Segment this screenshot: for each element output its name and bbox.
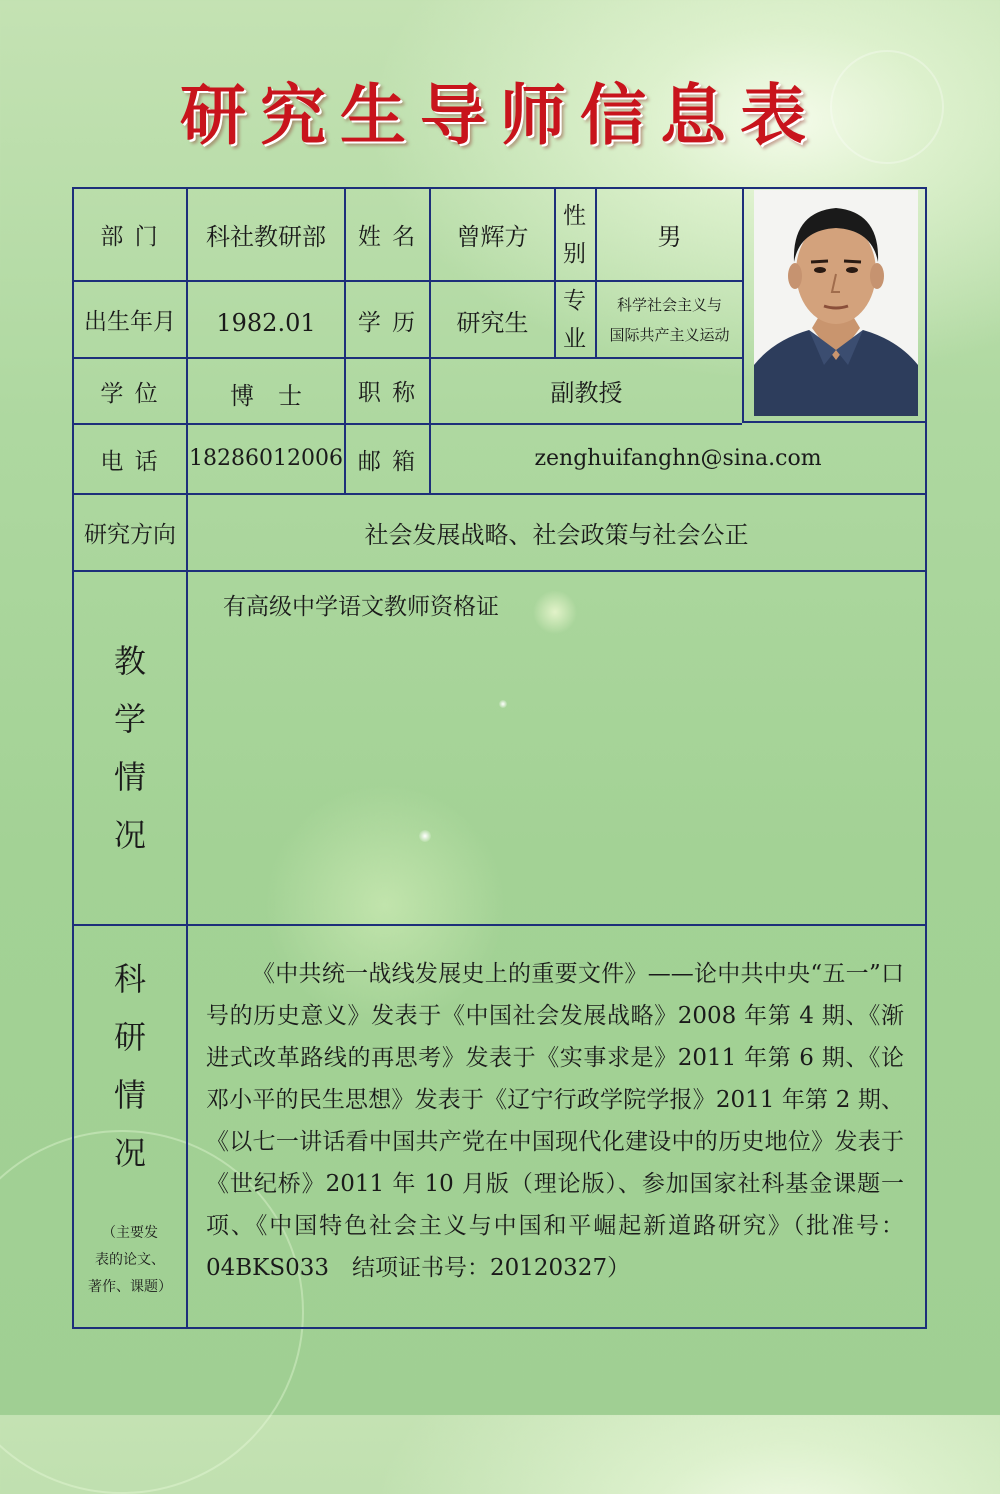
name-value: 曾辉方 (456, 223, 529, 251)
degree-value: 博 士 (230, 381, 302, 410)
major-label (556, 282, 595, 357)
department-label: 部 门 (100, 224, 160, 250)
phone-value: 18286012006 (189, 445, 343, 471)
birth-label: 出生年月 (84, 309, 176, 335)
major-value (597, 282, 742, 357)
page-title: 研究生导师信息表 (180, 77, 820, 154)
rank-label: 职 称 (357, 379, 418, 406)
major-label-char: 业 (563, 325, 588, 352)
phone-label: 电 话 (100, 448, 160, 475)
teaching-label-char: 教 (113, 642, 146, 680)
gender-value: 男 (657, 223, 682, 251)
sparkle-icon (419, 830, 431, 842)
research-work-note (74, 1220, 186, 1301)
education-value: 研究生 (456, 309, 529, 337)
major-label-char: 专 (563, 287, 588, 314)
portrait-photo (754, 190, 918, 416)
research-label-char: 研 (113, 1018, 146, 1056)
research-direction-value: 社会发展战略、社会政策与社会公正 (364, 521, 749, 549)
teaching-label-char: 情 (113, 758, 146, 796)
research-work-content: 《中共统一战线发展史上的重要文件》——论中共中央“五一”口号的历史意义》发表于《中国社会发展战略》2008 年第 4 期、《渐进式改革路线的再思考》发表于《实事求是》2011 年第 6 期、《论邓小平的民生思想》发表于《辽宁行政学院学报》2011 年第 2 期、《以七一讲话看中国共产党在中国现代化建设中的历史地位》发表于《世纪桥》2011 年 10 月版（理论版）、参加国家社科基金课题一项、《中国特色社会主义与中国和平崛起新道路研究》（批准号：04BKS033 结项证书号：20120327） (206, 961, 904, 1281)
teaching-label (74, 572, 186, 924)
rank-value: 副教授 (550, 378, 623, 407)
sparkle-icon (499, 700, 507, 708)
research-label-char: 情 (113, 1076, 146, 1114)
research-note-line: 表的论文、 (95, 1252, 165, 1268)
gender-label-char: 别 (563, 240, 588, 267)
email-value: zenghuifanghn@sina.com (534, 445, 822, 471)
portrait-photo-svg (754, 190, 918, 416)
birth-value: 1982.01 (216, 308, 316, 337)
research-note-line: 著作、课题） (88, 1279, 172, 1295)
teaching-label-char: 学 (113, 700, 146, 738)
gender-label (556, 189, 595, 280)
major-line: 科学社会主义与 (616, 295, 722, 314)
degree-label: 学 位 (100, 380, 160, 407)
gender-label-char: 性 (563, 202, 588, 229)
research-label-char: 科 (113, 960, 146, 998)
research-note-line: （主要发 (102, 1225, 158, 1241)
research-work-label (74, 950, 186, 1301)
education-label: 学 历 (357, 310, 418, 336)
major-line: 国际共产主义运动 (609, 325, 730, 344)
teaching-content: 有高级中学语文教师资格证 (223, 594, 499, 620)
research-label-char: 况 (113, 1134, 146, 1172)
email-label: 邮 箱 (357, 448, 418, 475)
department-value: 科社教研部 (206, 223, 326, 251)
research-direction-label: 研究方向 (84, 522, 176, 548)
name-label: 姓 名 (357, 224, 418, 250)
teaching-label-char: 况 (113, 816, 146, 854)
